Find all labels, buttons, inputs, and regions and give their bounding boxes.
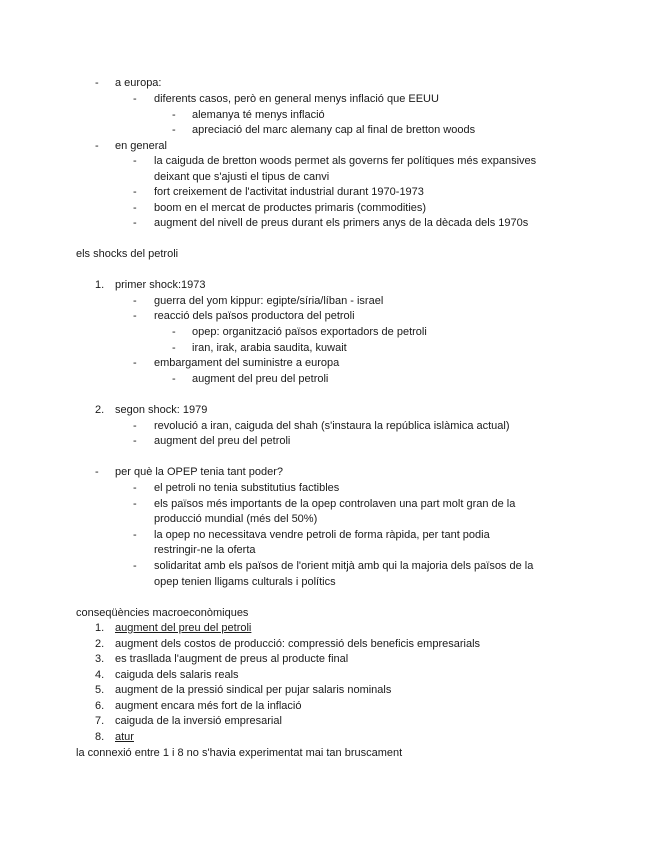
consequence-item: caiguda dels salaris reals: [115, 669, 239, 681]
consequence-item: es trasllada l'augment de preus al producte final: [115, 653, 349, 665]
list-number: 2.: [95, 638, 105, 650]
bullet-dash: -: [133, 186, 137, 198]
list-number: 3.: [95, 653, 105, 665]
list-item-continuation: producció mundial (més del 50%): [154, 513, 318, 525]
section-heading: els shocks del petroli: [76, 248, 179, 260]
list-number: 8.: [95, 731, 105, 743]
list-number: 7.: [95, 715, 105, 727]
list-number: 2.: [95, 404, 105, 416]
list-item: els països més importants de la opep controlaven una part molt gran de la: [154, 498, 516, 510]
list-number: 6.: [95, 700, 105, 712]
bullet-dash: -: [133, 498, 137, 510]
list-item: fort creixement de l'activitat industrial durant 1970-1973: [154, 186, 424, 198]
list-item: guerra del yom kippur: egipte/síria/líban - israel: [154, 295, 384, 307]
list-item: boom en el mercat de productes primaris (commodities): [154, 202, 427, 214]
bullet-dash: -: [133, 560, 137, 572]
section-europe-label: a europa:: [115, 77, 162, 89]
list-number: 1.: [95, 279, 105, 291]
bullet-dash: -: [172, 342, 176, 354]
bullet-dash: -: [133, 93, 137, 105]
list-item-continuation: opep tenien lligams culturals i polítics: [154, 576, 336, 588]
list-item: el petroli no tenia substitutius factibles: [154, 482, 340, 494]
list-number: 5.: [95, 684, 105, 696]
consequence-item: augment de la pressió sindical per pujar salaris nominals: [115, 684, 392, 696]
list-item: revolució a iran, caiguda del shah (s'instaura la república islàmica actual): [154, 420, 510, 432]
bullet-dash: -: [133, 482, 137, 494]
list-item: augment del preu del petroli: [154, 435, 291, 447]
second-shock-title: segon shock: 1979: [115, 404, 208, 416]
bullet-dash: -: [172, 373, 176, 385]
list-item-continuation: restringir-ne la oferta: [154, 544, 256, 556]
bullet-dash: -: [133, 357, 137, 369]
bullet-dash: -: [133, 202, 137, 214]
list-item: apreciació del marc alemany cap al final de bretton woods: [192, 124, 476, 136]
list-item: la caiguda de bretton woods permet als governs fer polítiques més expansives: [154, 155, 537, 167]
list-item: iran, irak, arabia saudita, kuwait: [192, 342, 347, 354]
bullet-dash: -: [133, 295, 137, 307]
list-number: 4.: [95, 669, 105, 681]
consequence-item: augment dels costos de producció: compressió dels beneficis empresarials: [115, 638, 481, 650]
list-item: la opep no necessitava vendre petroli de forma ràpida, per tant podia: [154, 529, 490, 541]
first-shock-title: primer shock:1973: [115, 279, 206, 291]
bullet-dash: -: [95, 466, 99, 478]
list-item: alemanya té menys inflació: [192, 109, 325, 121]
section-heading: conseqüències macroeconòmiques: [76, 607, 249, 619]
consequence-item: atur: [115, 731, 134, 743]
list-item: opep: organització països exportadors de petroli: [192, 326, 427, 338]
list-item: augment del preu del petroli: [192, 373, 329, 385]
bullet-dash: -: [133, 310, 137, 322]
consequence-item: augment del preu del petroli: [115, 622, 252, 634]
bullet-dash: -: [172, 124, 176, 136]
list-item: solidaritat amb els països de l'orient mitjà amb qui la majoria dels països de la: [154, 560, 534, 572]
bullet-dash: -: [95, 77, 99, 89]
consequence-item: caiguda de la inversió empresarial: [115, 715, 282, 727]
bullet-dash: -: [133, 435, 137, 447]
bullet-dash: -: [133, 529, 137, 541]
list-item-continuation: deixant que s'ajusti el tipus de canvi: [154, 171, 330, 183]
list-item: embargament del suministre a europa: [154, 357, 340, 369]
bullet-dash: -: [172, 326, 176, 338]
list-item: diferents casos, però en general menys inflació que EEUU: [154, 93, 439, 105]
list-item: augment del nivell de preus durant els primers anys de la dècada dels 1970s: [154, 217, 529, 229]
consequence-item: augment encara més fort de la inflació: [115, 700, 302, 712]
list-number: 1.: [95, 622, 105, 634]
footer-note: la connexió entre 1 i 8 no s'havia experimentat mai tan bruscament: [76, 747, 403, 759]
bullet-dash: -: [133, 217, 137, 229]
bullet-dash: -: [172, 109, 176, 121]
opep-question: per què la OPEP tenia tant poder?: [115, 466, 283, 478]
section-general-label: en general: [115, 140, 167, 152]
bullet-dash: -: [133, 155, 137, 167]
list-item: reacció dels països productora del petroli: [154, 310, 355, 322]
bullet-dash: -: [133, 420, 137, 432]
bullet-dash: -: [95, 140, 99, 152]
